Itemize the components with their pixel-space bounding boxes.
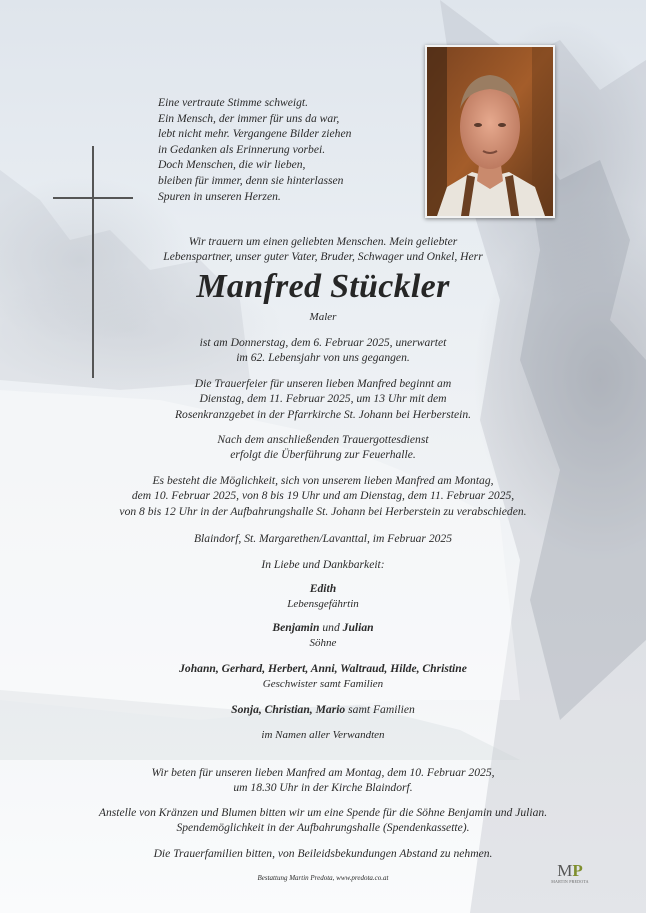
siblings-names: Johann, Gerhard, Herbert, Anni, Waltraud, Hilde, Christine (179, 662, 467, 675)
farewell-info (0, 473, 646, 519)
son-name: Julian (342, 621, 374, 634)
poem-line: lebt nicht mehr. Vergangene Bilder ziehen (158, 127, 352, 141)
death-notice-line: ist am Donnerstag, dem 6. Februar 2025, unerwartet (199, 336, 447, 349)
prayer-line: um 18.30 Uhr in der Kirche Blaindorf. (233, 781, 413, 795)
deceased-profession: Maler (309, 311, 337, 323)
funeral-home-logo (550, 862, 590, 886)
prayer-info (0, 765, 646, 796)
poem-line: Doch Menschen, die wir lieben, (158, 158, 306, 172)
logo-letter-m: M (557, 861, 573, 880)
sons-line (0, 620, 646, 635)
intro-line: Wir trauern um einen geliebten Menschen. Mein geliebter (188, 235, 458, 248)
others-names: Sonja, Christian, Mario (231, 703, 346, 716)
siblings-role: Geschwister samt Familien (262, 678, 384, 690)
place-date: Blaindorf, St. Margarethen/Lavanttal, im Februar 2025 (193, 532, 453, 545)
sons-role: Söhne (309, 637, 337, 649)
intro-line: Lebenspartner, unser guter Vater, Bruder, Schwager und Onkel, Herr (163, 250, 483, 264)
footer-credit: Bestattung Martin Predota, www.predota.co.at (257, 874, 389, 882)
and-text: und (322, 621, 340, 634)
poem-line: Spuren in unseren Herzen. (158, 189, 281, 203)
donation-line: Anstelle von Kränzen und Blumen bitten wir um eine Spende für die Söhne Benjamin und Julian. (98, 806, 548, 819)
others-line (0, 702, 646, 717)
logo-subtitle: MARTIN PREDOTA (551, 879, 589, 884)
prayer-line: Wir beten für unseren lieben Manfred am Montag, dem 10. Februar 2025, (151, 766, 495, 779)
donation-line: Spendemöglichkeit in der Aufbahrungshalle (Spendenkassette). (176, 821, 470, 835)
cremation-info (0, 432, 646, 463)
love-line: In Liebe und Dankbarkeit: (261, 558, 385, 571)
farewell-line: dem 10. Februar 2025, von 8 bis 19 Uhr und am Dienstag, dem 11. Februar 2025, (131, 489, 515, 503)
poem-line: Eine vertraute Stimme schweigt. (158, 96, 309, 109)
funeral-line: Rosenkranzgebet in der Pfarrkirche St. Johann bei Herberstein. (174, 407, 472, 421)
cremation-line: Nach dem anschließenden Trauergottesdienst (217, 433, 429, 446)
son-name: Benjamin (272, 621, 320, 634)
poem-line: Ein Mensch, der immer für uns da war, (158, 111, 340, 125)
deceased-name: Manfred Stückler (196, 268, 450, 305)
relatives-line: im Namen aller Verwandten (261, 729, 385, 741)
funeral-line: Die Trauerfeier für unseren lieben Manfred beginnt am (194, 377, 452, 390)
donation-info (0, 805, 646, 836)
death-notice-line: im 62. Lebensjahr von uns gegangen. (236, 351, 410, 365)
cremation-line: erfolgt die Überführung zur Feuerhalle. (230, 448, 416, 462)
logo-letters (550, 862, 590, 879)
logo-letter-p: P (572, 861, 583, 880)
farewell-line: Es besteht die Möglichkeit, sich von unserem lieben Manfred am Montag, (152, 474, 494, 487)
funeral-info (0, 376, 646, 422)
partner-role: Lebensgefährtin (287, 598, 359, 610)
cross-icon-bar (53, 197, 133, 199)
poem-line: in Gedanken als Erinnerung vorbei. (158, 142, 326, 156)
intro-text (0, 234, 646, 265)
farewell-line: von 8 bis 12 Uhr in der Aufbahrungshalle St. Johann bei Herberstein zu verabschieden. (119, 504, 527, 518)
partner-name: Edith (309, 582, 337, 595)
portrait-photo (425, 45, 555, 218)
others-suffix: samt Familien (348, 703, 415, 716)
portrait-image (427, 47, 553, 216)
poem (158, 95, 418, 204)
poem-line: bleiben für immer, denn sie hinterlassen (158, 173, 344, 187)
condolence-note: Die Trauerfamilien bitten, von Beileidsbekundungen Abstand zu nehmen. (153, 847, 493, 860)
death-notice (0, 335, 646, 366)
funeral-line: Dienstag, dem 11. Februar 2025, um 13 Uhr mit dem (199, 392, 447, 406)
